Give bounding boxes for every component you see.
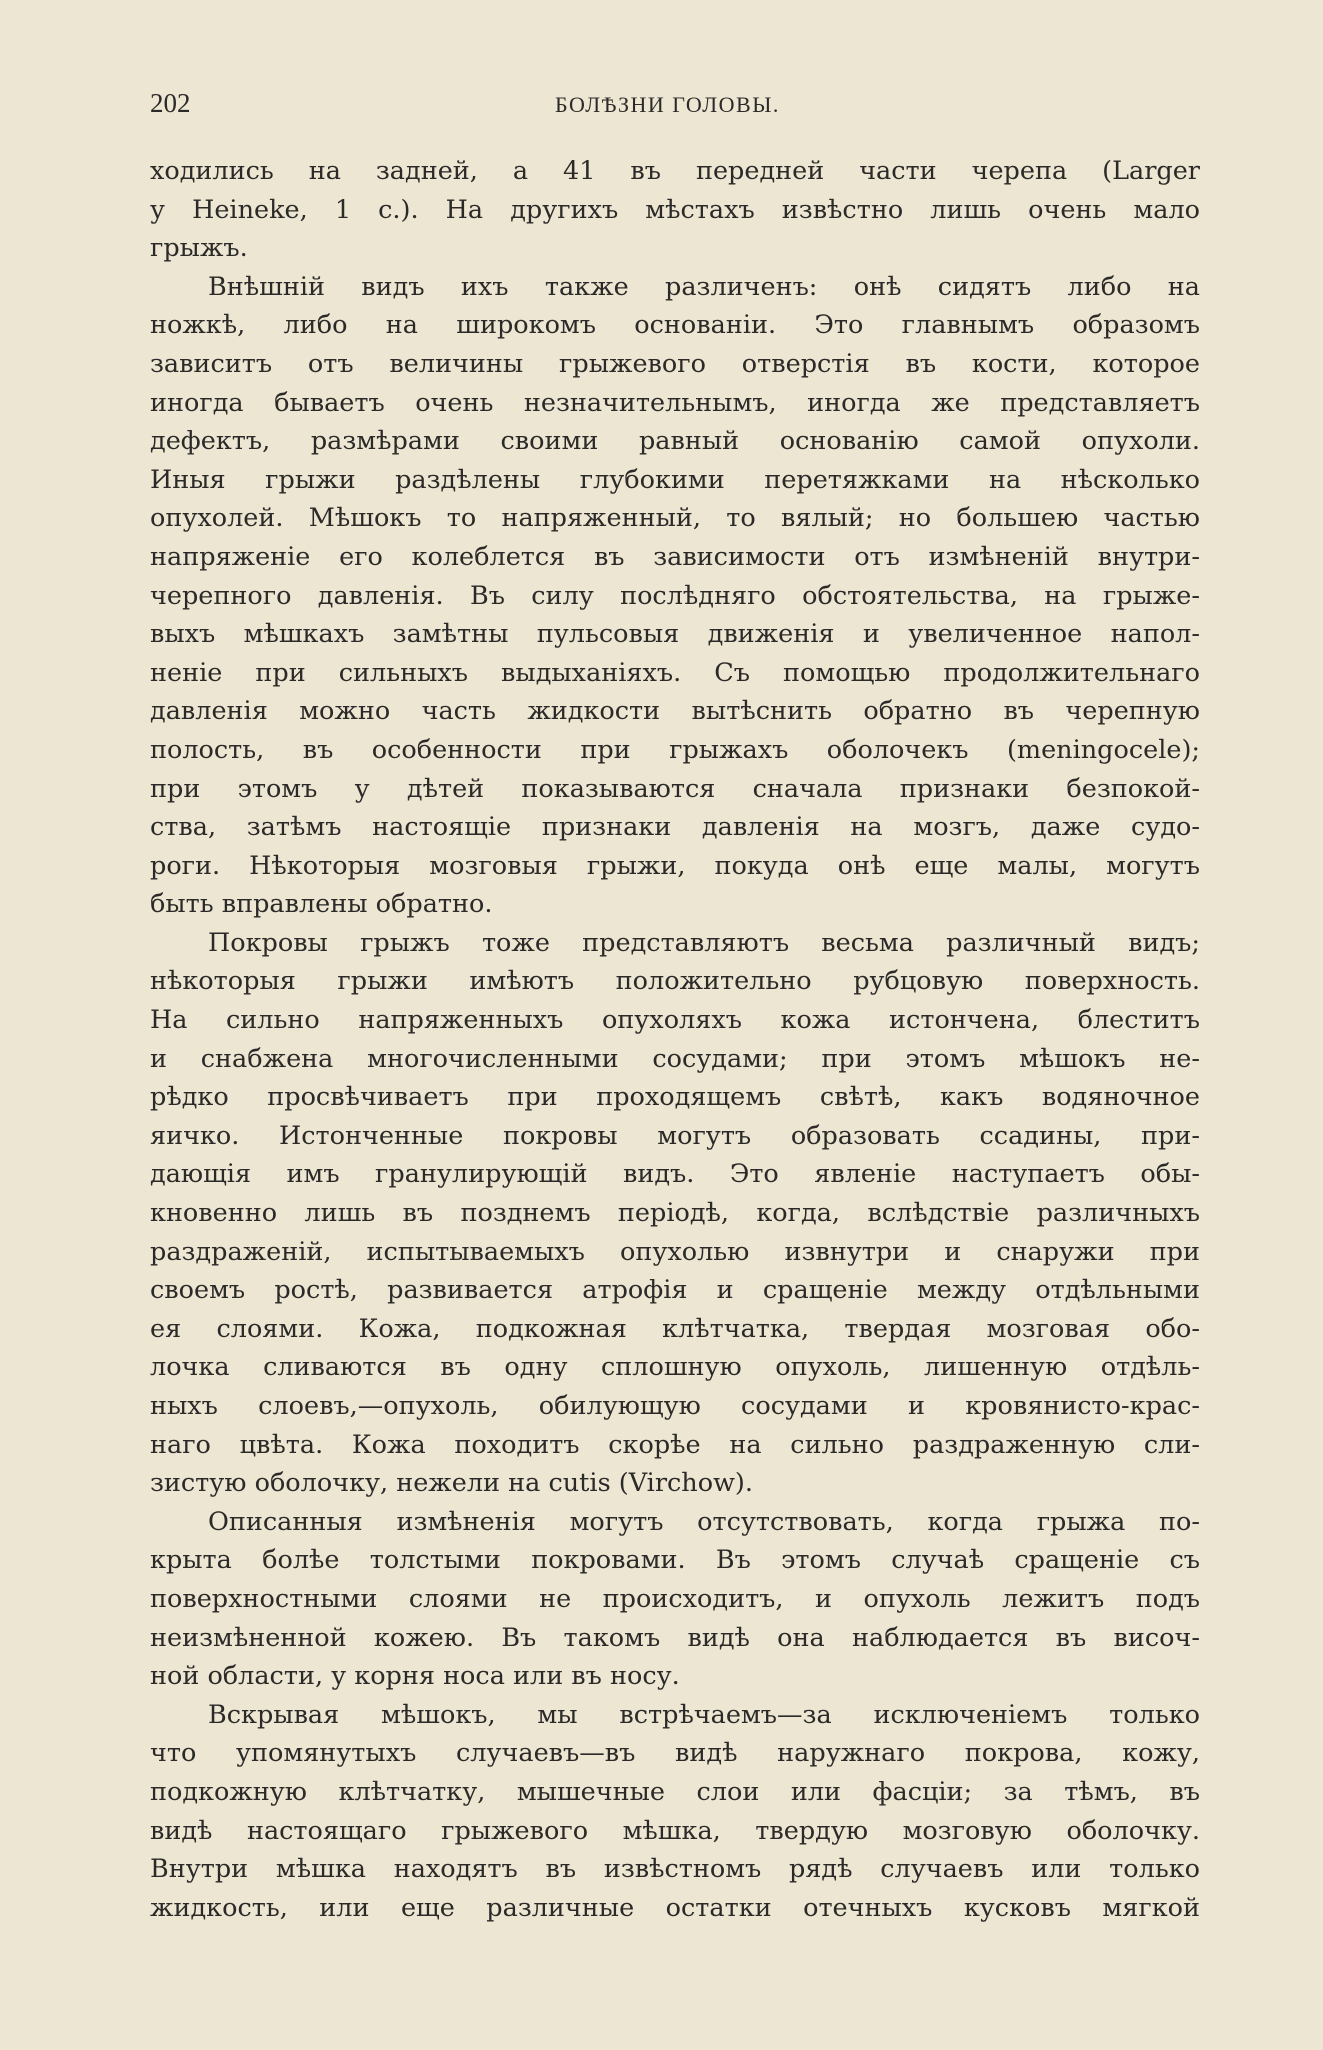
running-title: БОЛѢЗНИ ГОЛОВЫ.: [555, 92, 780, 117]
text-line: быть вправлены обратно.: [150, 889, 493, 920]
text-line: ходились на задней, а 41 въ передней части черепа (Larger: [150, 156, 1200, 186]
text-line: иногда бываетъ очень незначительнымъ, иногда же представляетъ: [150, 387, 1200, 418]
text-line: неизмѣненной кожею. Въ такомъ видѣ она наблюдается въ височ-: [150, 1622, 1200, 1653]
body-text: [150, 152, 1200, 1927]
text-line: что упомянутыхъ случаевъ—въ видѣ наружнаго покрова, кожу,: [150, 1738, 1200, 1769]
text-line: видѣ настоящаго грыжевого мѣшка, твердую мозговую оболочку.: [150, 1815, 1200, 1846]
text-line: наго цвѣта. Кожа походитъ скорѣе на сильно раздраженную сли-: [150, 1429, 1200, 1460]
text-line: при этомъ у дѣтей показываются сначала признаки безпокой-: [150, 773, 1200, 804]
text-line: опухолей. Мѣшокъ то напряженный, то вялый; но большею частью: [150, 503, 1200, 534]
text-line: давленія можно часть жидкости вытѣснить обратно въ черепную: [150, 696, 1200, 727]
text-line: дефектъ, размѣрами своими равный основанію самой опухоли.: [150, 426, 1200, 457]
text-line: нѣкоторыя грыжи имѣютъ положительно рубцовую поверхность.: [150, 966, 1200, 997]
text-line: подкожную клѣтчатку, мышечные слои или фасціи; за тѣмъ, въ: [150, 1776, 1200, 1807]
text-line: ныхъ слоевъ,—опухоль, обилующую сосудами и кровянисто-крас-: [150, 1391, 1200, 1421]
text-line: жидкость, или еще различные остатки отечныхъ кусковъ мягкой: [150, 1892, 1200, 1923]
text-line: Внутри мѣшка находятъ въ извѣстномъ рядѣ случаевъ или только: [150, 1854, 1200, 1885]
text-line: у Heineke, 1 с.). На другихъ мѣстахъ извѣстно лишь очень мало: [150, 194, 1200, 225]
text-line: кновенно лишь въ позднемъ періодѣ, когда, вслѣдствіе различныхъ: [150, 1198, 1200, 1229]
text-line: дающія имъ гранулирующій видъ. Это явленіе наступаетъ обы-: [150, 1159, 1200, 1190]
text-line: зависитъ отъ величины грыжевого отверстія въ кости, которое: [150, 348, 1200, 379]
text-line: яичко. Истонченные покровы могутъ образовать ссадины, при-: [150, 1120, 1200, 1151]
text-line: выхъ мѣшкахъ замѣтны пульсовыя движенія и увеличенное напол-: [150, 619, 1200, 650]
text-line: и снабжена многочисленными сосудами; при этомъ мѣшокъ не-: [150, 1043, 1200, 1074]
text-line: Иныя грыжи раздѣлены глубокими перетяжками на нѣсколько: [150, 464, 1200, 495]
text-line: раздраженій, испытываемыхъ опухолью извнутри и снаружи при: [150, 1236, 1200, 1267]
text-line: роги. Нѣкоторыя мозговыя грыжи, покуда онѣ еще малы, могутъ: [150, 850, 1200, 881]
text-line: Вскрывая мѣшокъ, мы встрѣчаемъ—за исключеніемъ только: [208, 1699, 1200, 1730]
text-line: лочка сливаются въ одну сплошную опухоль, лишенную отдѣль-: [150, 1352, 1200, 1383]
text-line: своемъ ростѣ, развивается атрофія и сращеніе между отдѣльными: [150, 1275, 1200, 1306]
text-line: напряженіе его колеблется въ зависимости отъ измѣненій внутри-: [150, 541, 1200, 572]
text-line: грыжъ.: [150, 233, 248, 264]
text-line: черепного давленія. Въ силу послѣдняго обстоятельства, на грыже-: [150, 580, 1200, 611]
text-line: поверхностными слоями не происходитъ, и опухоль лежитъ подъ: [150, 1583, 1200, 1614]
text-line: неніе при сильныхъ выдыханіяхъ. Съ помощью продолжительнаго: [150, 657, 1200, 688]
text-line: Описанныя измѣненія могутъ отсутствовать, когда грыжа по-: [208, 1506, 1200, 1537]
text-line: крыта болѣе толстыми покровами. Въ этомъ случаѣ сращеніе съ: [150, 1545, 1200, 1576]
text-line: ства, затѣмъ настоящіе признаки давленія на мозгъ, даже судо-: [150, 812, 1200, 843]
text-line: зистую оболочку, нежели на cutis (Virchow).: [150, 1468, 753, 1499]
page-header: [150, 88, 1200, 128]
page-number: 202: [150, 88, 191, 118]
text-line: ной области, у корня носа или въ носу.: [150, 1661, 680, 1692]
text-line: Внѣшній видъ ихъ также различенъ: онѣ сидятъ либо на: [208, 271, 1200, 302]
text-line: рѣдко просвѣчиваетъ при проходящемъ свѣтѣ, какъ водяночное: [150, 1082, 1200, 1113]
text-line: полость, въ особенности при грыжахъ оболочекъ (meningocele);: [150, 734, 1200, 765]
text-line: На сильно напряженныхъ опухоляхъ кожа истончена, блеститъ: [150, 1005, 1200, 1036]
text-line: ея слоями. Кожа, подкожная клѣтчатка, твердая мозговая обо-: [150, 1313, 1200, 1344]
text-line: Покровы грыжъ тоже представляютъ весьма различный видъ;: [208, 927, 1200, 958]
text-line: ножкѣ, либо на широкомъ основаніи. Это главнымъ образомъ: [150, 310, 1200, 341]
